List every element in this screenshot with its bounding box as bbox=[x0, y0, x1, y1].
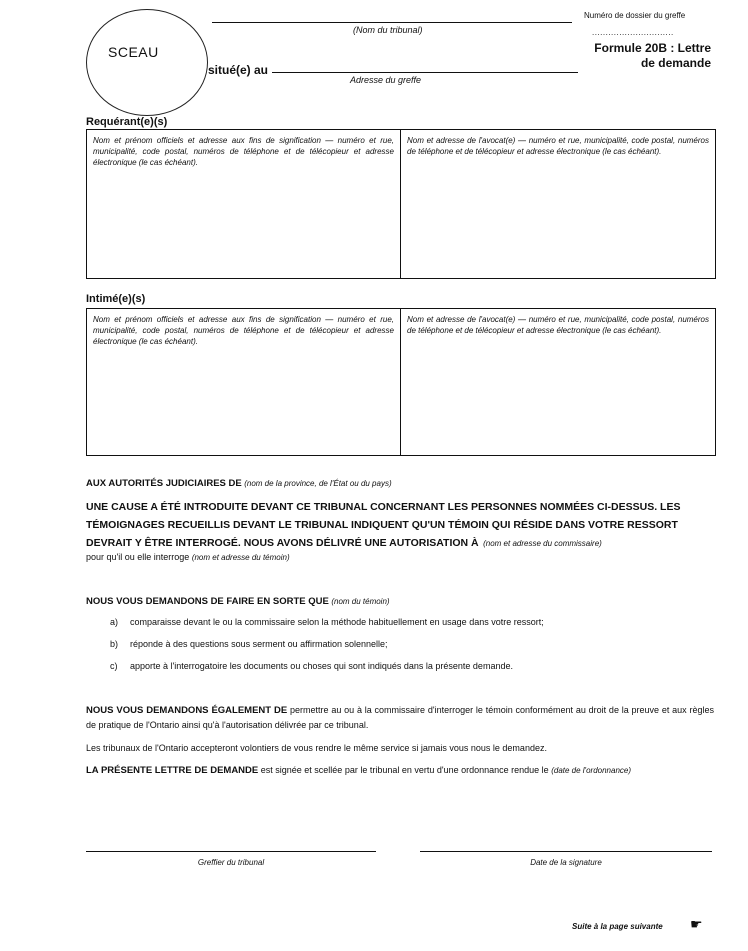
signed-bold: LA PRÉSENTE LETTRE DE DEMANDE bbox=[86, 765, 259, 776]
cause-paragraph bbox=[86, 497, 714, 551]
request-line bbox=[86, 594, 390, 609]
court-name-line[interactable] bbox=[212, 22, 572, 23]
applicants-title: Requérant(e)(s) bbox=[86, 116, 168, 128]
registrar-signature-line[interactable] bbox=[86, 851, 376, 852]
interrogate-italic: (nom et adresse du témoin) bbox=[191, 553, 290, 562]
respondent-info-cell[interactable]: Nom et prénom officiels et adresse aux fins de signification — numéro et rue, municipalité, code postal, numéros de téléphone et de télécopieur et adresse électronique (le cas échéant). bbox=[87, 309, 401, 455]
form-title bbox=[571, 41, 711, 71]
cause-bold: UNE CAUSE A ÉTÉ INTRODUITE DEVANT CE TRIBUNAL CONCERNANT LES PERSONNES NOMMÉES CI-DESSUS. LES TÉMOIGNAGES RECUEILLIS DEVANT LE TRIBUNAL INDIQUENT QU'UN TÉMOIN QUI RÉSIDE DANS VOTRE RESSORT DEVRAIT Y ÊTRE INTERROGÉ. NOUS AVONS DÉLIVRÉ UNE AUTORISATION À bbox=[86, 501, 681, 549]
list-letter: b) bbox=[110, 639, 119, 649]
also-bold: NOUS VOUS DEMANDONS ÉGALEMENT DE bbox=[86, 705, 288, 716]
interrogate-line bbox=[86, 550, 290, 565]
date-signature-line[interactable] bbox=[420, 851, 712, 852]
date-caption: Date de la signature bbox=[530, 858, 602, 867]
list-letter: a) bbox=[110, 617, 119, 627]
list-letter: c) bbox=[110, 661, 118, 671]
list-item: comparaisse devant le ou la commissaire selon la méthode habituellement en usage dans votre ressort; bbox=[130, 617, 544, 627]
right-pointing-hand-icon: ☛ bbox=[690, 916, 703, 932]
form-title-line2: de demande bbox=[640, 56, 711, 70]
applicant-lawyer-cell[interactable]: Nom et adresse de l'avocat(e) — numéro et rue, municipalité, code postal, numéros de téléphone et de télécopieur et adresse électronique (le cas échéant). bbox=[407, 136, 709, 156]
cause-italic: (nom et adresse du commissaire) bbox=[483, 539, 602, 548]
registry-address-caption: Adresse du greffe bbox=[350, 75, 422, 85]
applicant-info-cell[interactable]: Nom et prénom officiels et adresse aux fins de signification — numéro et rue, municipalité, code postal, numéros de téléphone et de télécopieur et adresse électronique (le cas échéant). bbox=[87, 130, 401, 278]
court-name-caption: (Nom du tribunal) bbox=[353, 25, 423, 35]
applicants-box bbox=[86, 129, 716, 279]
list-item: réponde à des questions sous serment ou affirmation solennelle; bbox=[130, 639, 388, 649]
file-number-field[interactable]: .............................. bbox=[592, 28, 674, 37]
respondents-title: Intimé(e)(s) bbox=[86, 293, 146, 305]
registrar-caption: Greffier du tribunal bbox=[197, 858, 265, 867]
interrogate-plain: pour qu'il ou elle interroge bbox=[86, 552, 190, 562]
authorities-line bbox=[86, 476, 714, 491]
authorities-bold: AUX AUTORITÉS JUDICIAIRES DE bbox=[86, 478, 242, 489]
form-title-line1: Formule 20B : Lettre bbox=[594, 41, 711, 55]
request-italic: (nom du témoin) bbox=[331, 597, 390, 606]
signed-paragraph bbox=[86, 763, 714, 778]
respondent-lawyer-cell[interactable]: Nom et adresse de l'avocat(e) — numéro et rue, municipalité, code postal, numéros de téléphone et de télécopieur et adresse électronique (le cas échéant). bbox=[407, 315, 709, 335]
request-bold: NOUS VOUS DEMANDONS DE FAIRE EN SORTE QUE bbox=[86, 596, 329, 607]
authorities-italic: (nom de la province, de l'État ou du pays) bbox=[244, 479, 392, 488]
registry-address-line[interactable] bbox=[272, 72, 578, 73]
file-number-label: Numéro de dossier du greffe bbox=[584, 11, 686, 20]
continued-label: Suite à la page suivante bbox=[572, 922, 663, 931]
list-item: apporte à l'interrogatoire les documents ou choses qui sont indiqués dans la présente demande. bbox=[130, 661, 513, 671]
seal-label: SCEAU bbox=[108, 44, 159, 60]
located-label: situé(e) au bbox=[208, 63, 269, 77]
also-paragraph bbox=[86, 703, 714, 732]
respondents-box bbox=[86, 308, 716, 456]
signed-italic: (date de l'ordonnance) bbox=[551, 766, 632, 775]
signed-plain: est signée et scellée par le tribunal en vertu d'une ordonnance rendue le bbox=[260, 765, 549, 775]
also-plain: permettre au ou à la commissaire d'interroger le témoin conformément au droit de la preuve et aux règles de pratique de l'Ontario ainsi qu'à l'autorisation délivrée par ce tribunal. bbox=[86, 705, 714, 730]
seal-circle bbox=[86, 9, 208, 116]
reciprocity-line: Les tribunaux de l'Ontario accepteront volontiers de vous rendre le même service si jamais vous nous le demandez. bbox=[86, 743, 547, 753]
